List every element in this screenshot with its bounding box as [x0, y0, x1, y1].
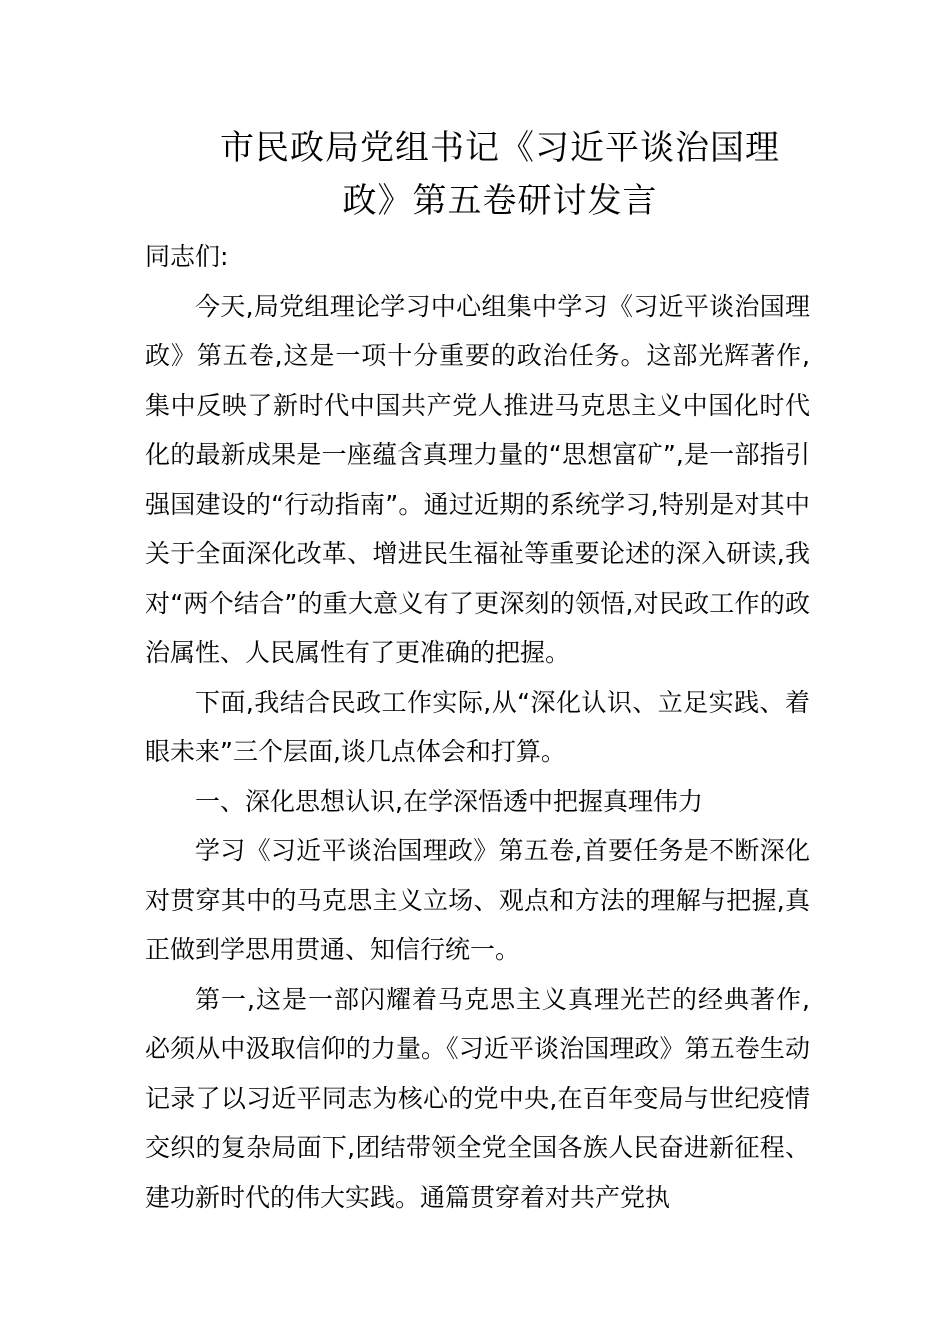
paragraph-section-intro: 学习《习近平谈治国理政》第五卷,首要任务是不断深化对贯穿其中的马克思主义立场、观点和方法的理解与把握,真正做到学思用贯通、知信行统一。 — [145, 836, 810, 964]
section-heading-1: 一、深化思想认识,在学深悟透中把握真理伟力 — [195, 786, 703, 816]
paragraph-opening: 今天,局党组理论学习中心组集中学习《习近平谈治国理政》第五卷,这是一项十分重要的政治任务。这部光辉著作,集中反映了新时代中国共产党人推进马克思主义中国化时代化的最新成果是一座蕴含真理力量的“思想富矿”,是一部指引强国建设的“行动指南”。通过近期的系统学习,特别是对其中关于全面深化改革、增进民生福祉等重要论述的深入研读,我对“两个结合”的重大意义有了更深刻的领悟,对民政工作的政治属性、人民属性有了更准确的把握。 — [145, 291, 810, 667]
paragraph-first-point: 第一,这是一部闪耀着马克思主义真理光芒的经典著作,必须从中汲取信仰的力量。《习近平谈治国理政》第五卷生动记录了以习近平同志为核心的党中央,在百年变局与世纪疫情交织的复杂局面下,团结带领全党全国各族人民奋进新征程、建功新时代的伟大实践。通篇贯穿着对共产党执 — [145, 984, 810, 1212]
document-body — [145, 232, 810, 1222]
document-title-line-1: 市民政局党组书记《习近平谈治国理 — [220, 128, 780, 168]
paragraph-outline: 下面,我结合民政工作实际,从“深化认识、立足实践、着眼未来”三个层面,谈几点体会和打算。 — [145, 687, 810, 766]
salutation: 同志们: — [145, 242, 229, 271]
document-title-line-2: 政》第五卷研讨发言 — [342, 181, 658, 221]
